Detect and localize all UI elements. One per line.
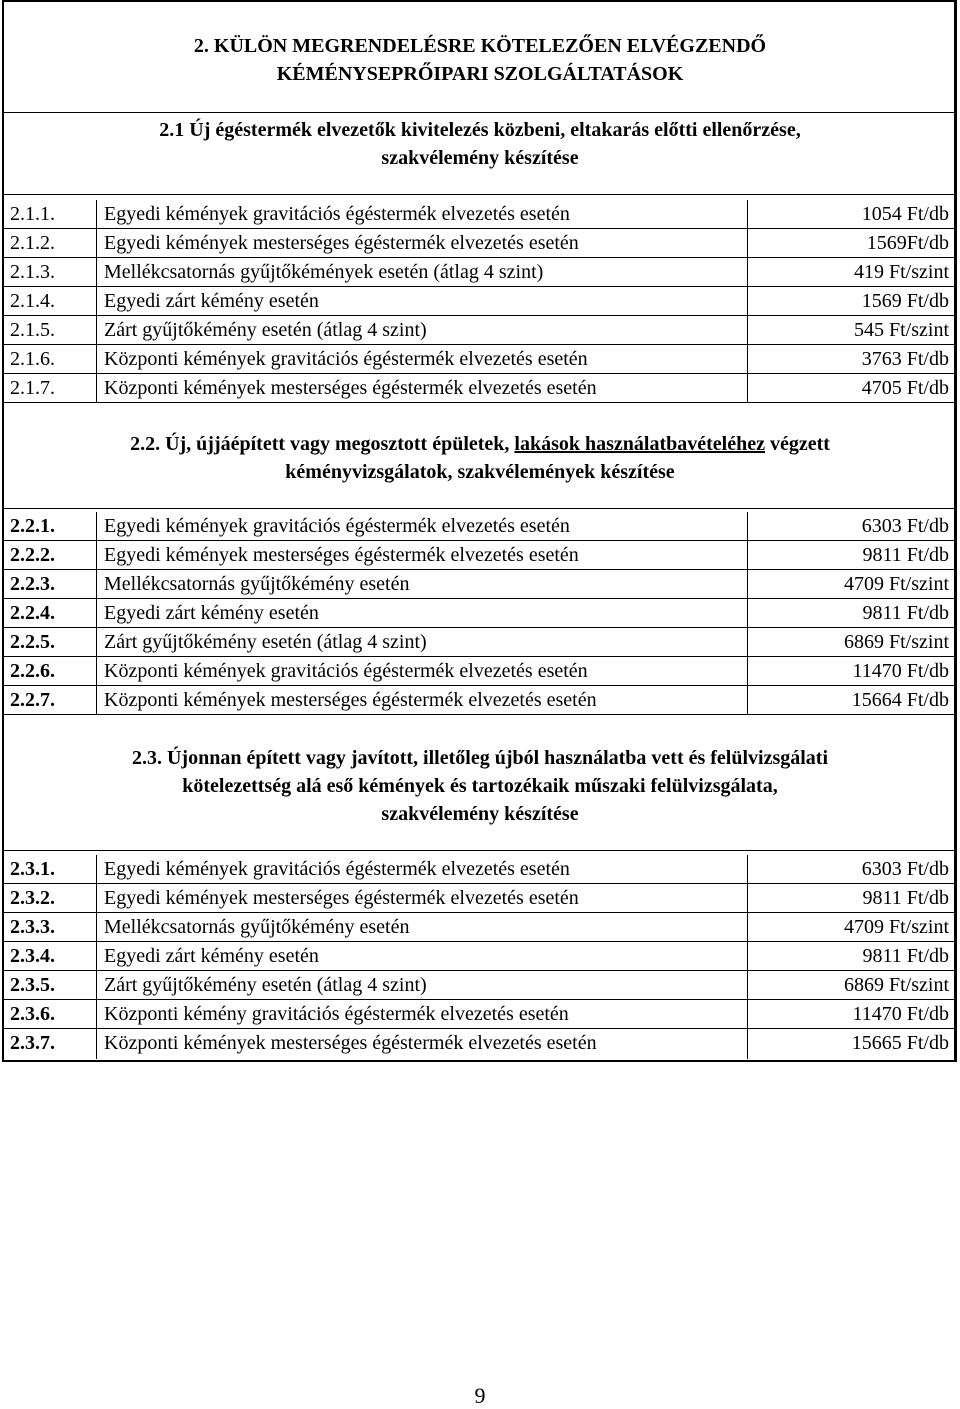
item-code: 2.3.5. bbox=[10, 974, 55, 996]
table-row bbox=[2, 229, 955, 258]
item-description: Egyedi kémények gravitációs égéstermék elvezetés esetén bbox=[104, 203, 570, 225]
table-row bbox=[2, 512, 955, 541]
item-code: 2.2.5. bbox=[10, 631, 55, 653]
item-description: Központi kémények mesterséges égéstermék elvezetés esetén bbox=[104, 689, 597, 711]
item-price: 6869 Ft/szint bbox=[843, 631, 949, 653]
table-row bbox=[2, 1000, 955, 1029]
item-description: Mellékcsatornás gyűjtőkémény esetén bbox=[104, 916, 410, 938]
main-heading bbox=[0, 32, 960, 88]
table-row bbox=[2, 971, 955, 1000]
item-price: 419 Ft/szint bbox=[853, 261, 949, 283]
column-divider bbox=[747, 971, 748, 1000]
item-code: 2.3.7. bbox=[10, 1032, 55, 1054]
section-2-2-title-line2: kéményvizsgálatok, szakvélemények készítése bbox=[285, 461, 675, 483]
column-divider bbox=[96, 316, 97, 345]
table-row bbox=[2, 599, 955, 628]
section-2-3-title-line3: szakvélemény készítése bbox=[381, 803, 579, 825]
item-price: 15664 Ft/db bbox=[851, 689, 949, 711]
divider bbox=[2, 194, 955, 195]
column-divider bbox=[96, 374, 97, 403]
table-row bbox=[2, 628, 955, 657]
item-price: 9811 Ft/db bbox=[862, 544, 949, 566]
section-2-2-title bbox=[0, 430, 960, 486]
column-divider bbox=[747, 884, 748, 913]
table-row bbox=[2, 316, 955, 345]
column-divider bbox=[747, 316, 748, 345]
item-code: 2.2.1. bbox=[10, 515, 55, 537]
item-description: Egyedi zárt kémény esetén bbox=[104, 290, 319, 312]
table-row bbox=[2, 570, 955, 599]
table-row bbox=[2, 884, 955, 913]
section-2-1-title-line2: szakvélemény készítése bbox=[381, 147, 579, 169]
column-divider bbox=[96, 570, 97, 599]
item-code: 2.2.2. bbox=[10, 544, 55, 566]
main-heading-line2: KÉMÉNYSEPRŐIPARI SZOLGÁLTATÁSOK bbox=[276, 63, 684, 85]
item-description: Központi kémények gravitációs égéstermék elvezetés esetén bbox=[104, 660, 588, 682]
main-heading-line1: 2. KÜLÖN MEGRENDELÉSRE KÖTELEZŐEN ELVÉGZENDŐ bbox=[193, 35, 767, 57]
item-code: 2.3.6. bbox=[10, 1003, 55, 1025]
item-code: 2.1.1. bbox=[10, 203, 55, 225]
item-code: 2.2.4. bbox=[10, 602, 55, 624]
column-divider bbox=[747, 657, 748, 686]
column-divider bbox=[747, 258, 748, 287]
section-2-2-title-prefix: 2.2. Új, újjáépített vagy megosztott épületek, bbox=[130, 433, 515, 455]
divider bbox=[2, 508, 955, 509]
table-row bbox=[2, 200, 955, 229]
column-divider bbox=[747, 628, 748, 657]
table-row bbox=[2, 345, 955, 374]
table-row bbox=[2, 1029, 955, 1058]
item-code: 2.2.7. bbox=[10, 689, 55, 711]
item-description: Egyedi kémények mesterséges égéstermék elvezetés esetén bbox=[104, 887, 579, 909]
item-price: 9811 Ft/db bbox=[862, 945, 949, 967]
item-code: 2.1.7. bbox=[10, 377, 55, 399]
column-divider bbox=[747, 570, 748, 599]
item-description: Egyedi kémények gravitációs égéstermék elvezetés esetén bbox=[104, 858, 570, 880]
column-divider bbox=[96, 855, 97, 884]
column-divider bbox=[96, 200, 97, 229]
section-2-1-title bbox=[0, 116, 960, 172]
item-price: 1569 Ft/db bbox=[861, 290, 949, 312]
item-price: 11470 Ft/db bbox=[852, 660, 949, 682]
section-2-2-title-suffix: végzett bbox=[764, 433, 830, 455]
section-2-2-title-line1 bbox=[0, 430, 960, 458]
item-description: Mellékcsatornás gyűjtőkémény esetén bbox=[104, 573, 410, 595]
table-row bbox=[2, 942, 955, 971]
item-price: 4709 Ft/szint bbox=[843, 573, 949, 595]
item-price: 1054 Ft/db bbox=[861, 203, 949, 225]
column-divider bbox=[747, 512, 748, 541]
item-price: 9811 Ft/db bbox=[862, 602, 949, 624]
section-2-3-title bbox=[0, 744, 960, 828]
item-code: 2.3.2. bbox=[10, 887, 55, 909]
column-divider bbox=[96, 287, 97, 316]
column-divider bbox=[96, 942, 97, 971]
item-description: Egyedi kémények gravitációs égéstermék elvezetés esetén bbox=[104, 515, 570, 537]
divider bbox=[2, 850, 955, 851]
item-code: 2.3.4. bbox=[10, 945, 55, 967]
column-divider bbox=[747, 345, 748, 374]
column-divider bbox=[747, 599, 748, 628]
table-row bbox=[2, 258, 955, 287]
divider bbox=[2, 112, 955, 113]
item-description: Egyedi kémények mesterséges égéstermék elvezetés esetén bbox=[104, 232, 579, 254]
column-divider bbox=[747, 200, 748, 229]
item-price: 9811 Ft/db bbox=[862, 887, 949, 909]
item-code: 2.3.3. bbox=[10, 916, 55, 938]
item-price: 545 Ft/szint bbox=[853, 319, 949, 341]
item-price: 15665 Ft/db bbox=[851, 1032, 949, 1054]
item-price: 4705 Ft/db bbox=[861, 377, 949, 399]
column-divider bbox=[96, 345, 97, 374]
item-code: 2.1.6. bbox=[10, 348, 55, 370]
column-divider bbox=[96, 258, 97, 287]
column-divider bbox=[747, 541, 748, 570]
column-divider bbox=[96, 599, 97, 628]
item-price: 4709 Ft/szint bbox=[843, 916, 949, 938]
item-price: 11470 Ft/db bbox=[852, 1003, 949, 1025]
item-code: 2.3.1. bbox=[10, 858, 55, 880]
column-divider bbox=[747, 229, 748, 258]
column-divider bbox=[96, 657, 97, 686]
column-divider bbox=[747, 855, 748, 884]
column-divider bbox=[747, 1000, 748, 1029]
item-price: 3763 Ft/db bbox=[861, 348, 949, 370]
item-description: Mellékcsatornás gyűjtőkémények esetén (átlag 4 szint) bbox=[104, 261, 544, 283]
column-divider bbox=[96, 884, 97, 913]
section-2-2-title-underlined: lakások használatbavételéhez bbox=[514, 433, 765, 455]
item-description: Zárt gyűjtőkémény esetén (átlag 4 szint) bbox=[104, 319, 427, 341]
column-divider bbox=[96, 541, 97, 570]
section-2-3-title-line1: 2.3. Újonnan épített vagy javított, illetőleg újból használatba vett és felülvizsgálati bbox=[131, 747, 829, 769]
column-divider bbox=[96, 628, 97, 657]
item-description: Zárt gyűjtőkémény esetén (átlag 4 szint) bbox=[104, 974, 427, 996]
item-code: 2.1.4. bbox=[10, 290, 55, 312]
item-code: 2.2.3. bbox=[10, 573, 55, 595]
table-row bbox=[2, 287, 955, 316]
table-row bbox=[2, 686, 955, 715]
item-price: 6869 Ft/szint bbox=[843, 974, 949, 996]
item-code: 2.1.2. bbox=[10, 232, 55, 254]
column-divider bbox=[747, 686, 748, 715]
item-description: Központi kémények gravitációs égéstermék elvezetés esetén bbox=[104, 348, 588, 370]
item-code: 2.1.3. bbox=[10, 261, 55, 283]
item-description: Egyedi zárt kémény esetén bbox=[104, 602, 319, 624]
table-row bbox=[2, 657, 955, 686]
section-2-1-title-line1: 2.1 Új égéstermék elvezetők kivitelezés közbeni, eltakarás előtti ellenőrzése, bbox=[159, 119, 801, 141]
column-divider bbox=[747, 374, 748, 403]
item-price: 6303 Ft/db bbox=[861, 858, 949, 880]
column-divider bbox=[747, 913, 748, 942]
item-description: Egyedi kémények mesterséges égéstermék elvezetés esetén bbox=[104, 544, 579, 566]
column-divider bbox=[96, 971, 97, 1000]
section-2-3-title-line2: kötelezettség alá eső kémények és tartozékaik műszaki felülvizsgálata, bbox=[182, 775, 778, 797]
column-divider bbox=[96, 229, 97, 258]
item-code: 2.2.6. bbox=[10, 660, 55, 682]
page-number: 9 bbox=[474, 1383, 486, 1408]
item-description: Központi kémények mesterséges égéstermék elvezetés esetén bbox=[104, 377, 597, 399]
column-divider bbox=[96, 1029, 97, 1059]
table-row bbox=[2, 374, 955, 403]
column-divider bbox=[747, 1029, 748, 1059]
column-divider bbox=[96, 512, 97, 541]
item-description: Zárt gyűjtőkémény esetén (átlag 4 szint) bbox=[104, 631, 427, 653]
table-row bbox=[2, 913, 955, 942]
column-divider bbox=[747, 287, 748, 316]
item-description: Központi kémény gravitációs égéstermék elvezetés esetén bbox=[104, 1003, 569, 1025]
item-price: 1569Ft/db bbox=[866, 232, 949, 254]
table-row bbox=[2, 541, 955, 570]
column-divider bbox=[747, 942, 748, 971]
item-description: Egyedi zárt kémény esetén bbox=[104, 945, 319, 967]
column-divider bbox=[96, 1000, 97, 1029]
item-code: 2.1.5. bbox=[10, 319, 55, 341]
column-divider bbox=[96, 686, 97, 715]
item-description: Központi kémények mesterséges égéstermék elvezetés esetén bbox=[104, 1032, 597, 1054]
column-divider bbox=[96, 913, 97, 942]
table-row bbox=[2, 855, 955, 884]
item-price: 6303 Ft/db bbox=[861, 515, 949, 537]
